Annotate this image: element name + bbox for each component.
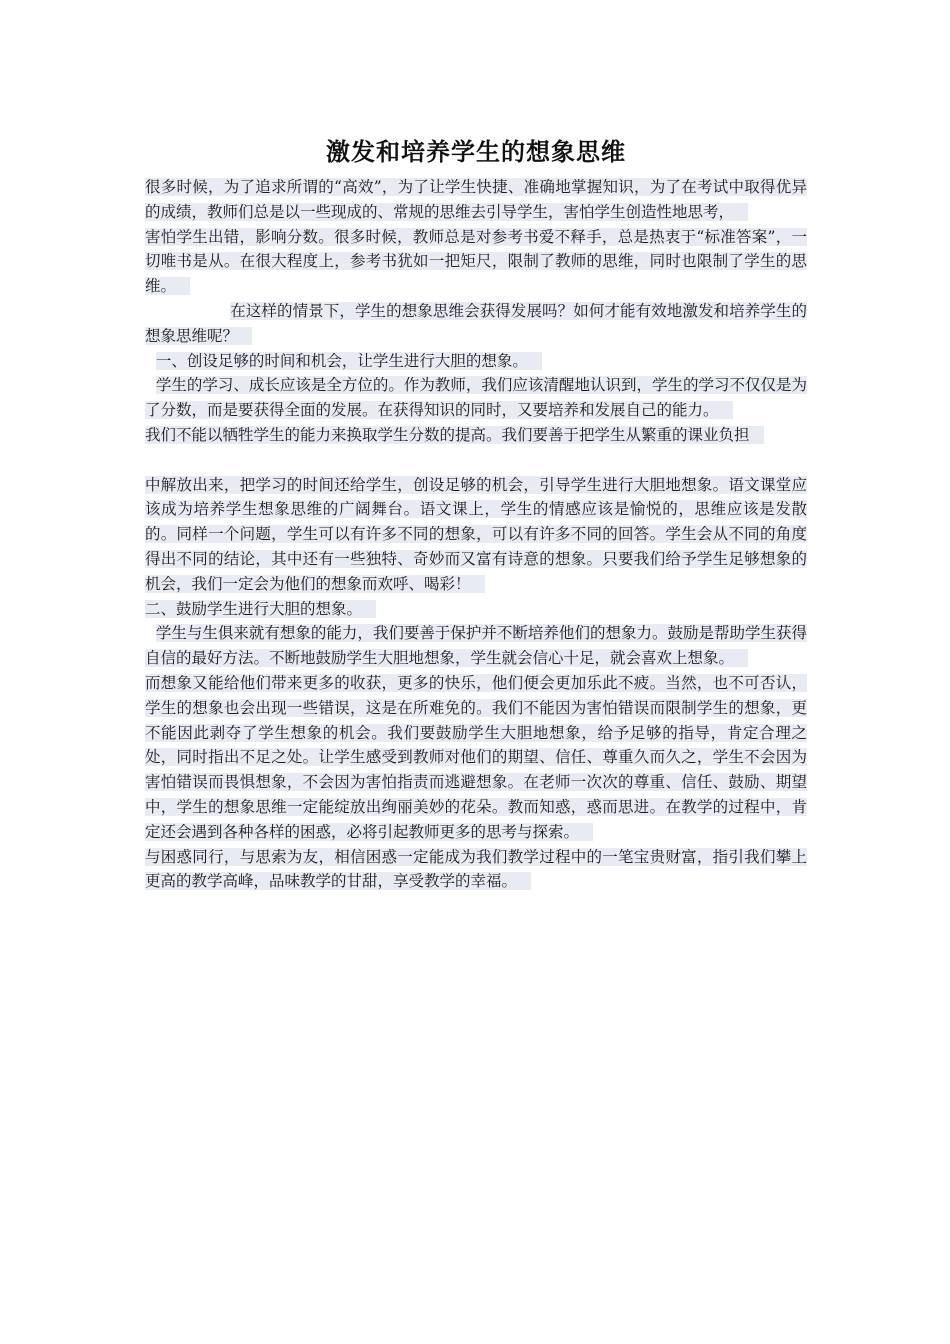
paragraph-6	[145, 473, 807, 597]
paragraph-text: 学生的学习、成长应该是全方位的。作为教师，我们应该清醒地认识到，学生的学习不仅仅是为了分数，而是要获得全面的发展。在获得知识的同时，又要培养和发展自己的能力。	[145, 376, 807, 420]
paragraph-1	[145, 175, 807, 225]
paragraph-3	[145, 299, 807, 349]
blank-line	[145, 448, 807, 473]
heading-text: 一、创设足够的时间和机会，让学生进行大胆的想象。	[156, 352, 542, 370]
paragraph-text: 学生与生俱来就有想象的能力，我们要善于保护并不断培养他们的想象力。鼓励是帮助学生获得自信的最好方法。不断地鼓励学生大胆地想象，学生就会信心十足，就会喜欢上想象。	[145, 624, 807, 668]
paragraph-8	[145, 671, 807, 845]
paragraph-text: 而想象又能给他们带来更多的收获，更多的快乐，他们便会更加乐此不疲。当然，也不可否认，学生的想象也会出现一些错误，这是在所难免的。我们不能因为害怕错误而限制学生的想象，更不能因此剥夺了学生想象的机会。我们要鼓励学生大胆地想象，给予足够的指导，肯定合理之处，同时指出不足之处。让学生感受到教师对他们的期望、信任、尊重久而久之，学生不会因为害怕错误而畏惧想象，不会因为害怕指责而逃避想象。在老师一次次的尊重、信任、鼓励、期望中，学生的想象思维一定能绽放出绚丽美妙的花朵。教而知惑，惑而思进。在教学的过程中，肯定还会遇到各种各样的困惑，必将引起教师更多的思考与探索。	[145, 673, 807, 841]
paragraph-text: 与困惑同行，与思索为友，相信困惑一定能成为我们教学过程中的一笔宝贵财富，指引我们攀上更高的教学高峰，品味教学的甘甜，享受教学的幸福。	[145, 847, 807, 891]
paragraph-7	[145, 621, 807, 671]
document-body	[145, 175, 807, 894]
document-title: 激发和培养学生的想象思维	[326, 138, 626, 166]
paragraph-text: 很多时候，为了追求所谓的“高效”，为了让学生快捷、准确地掌握知识，为了在考试中取得优异的成绩，教师们总是以一些现成的、常规的思维去引导学生，害怕学生创造性地思考，	[145, 178, 807, 221]
paragraph-5	[145, 423, 807, 448]
paragraph-text: 在这样的情景下，学生的想象思维会获得发展吗？如何才能有效地激发和培养学生的想象思维呢？	[145, 301, 807, 345]
heading-text: 二、鼓励学生进行大胆的想象。	[145, 600, 376, 618]
paragraph-2	[145, 225, 807, 299]
paragraph-9	[145, 845, 807, 895]
section-heading-1	[145, 349, 807, 374]
paragraph-text: 我们不能以牺牲学生的能力来换取学生分数的提高。我们要善于把学生从繁重的课业负担	[145, 426, 764, 444]
paragraph-text: 中解放出来，把学习的时间还给学生，创设足够的机会，引导学生进行大胆地想象。语文课堂应该成为培养学生想象思维的广阔舞台。语文课上，学生的情感应该是愉悦的，思维应该是发散的。同样一个问题，学生可以有许多不同的想象，可以有许多不同的回答。学生会从不同的角度得出不同的结论，其中还有一些独特、奇妙而又富有诗意的想象。只要我们给予学生足够想象的机会，我们一定会为他们的想象而欢呼、喝彩！	[145, 475, 807, 593]
paragraph-4	[145, 373, 807, 423]
paragraph-text: 害怕学生出错，影响分数。很多时候，教师总是对参考书爱不释手，总是热衷于“标准答案”，一切唯书是从。在很大程度上，参考书犹如一把矩尺，限制了教师的思维，同时也限制了学生的思维。	[145, 227, 807, 296]
section-heading-2	[145, 597, 807, 622]
